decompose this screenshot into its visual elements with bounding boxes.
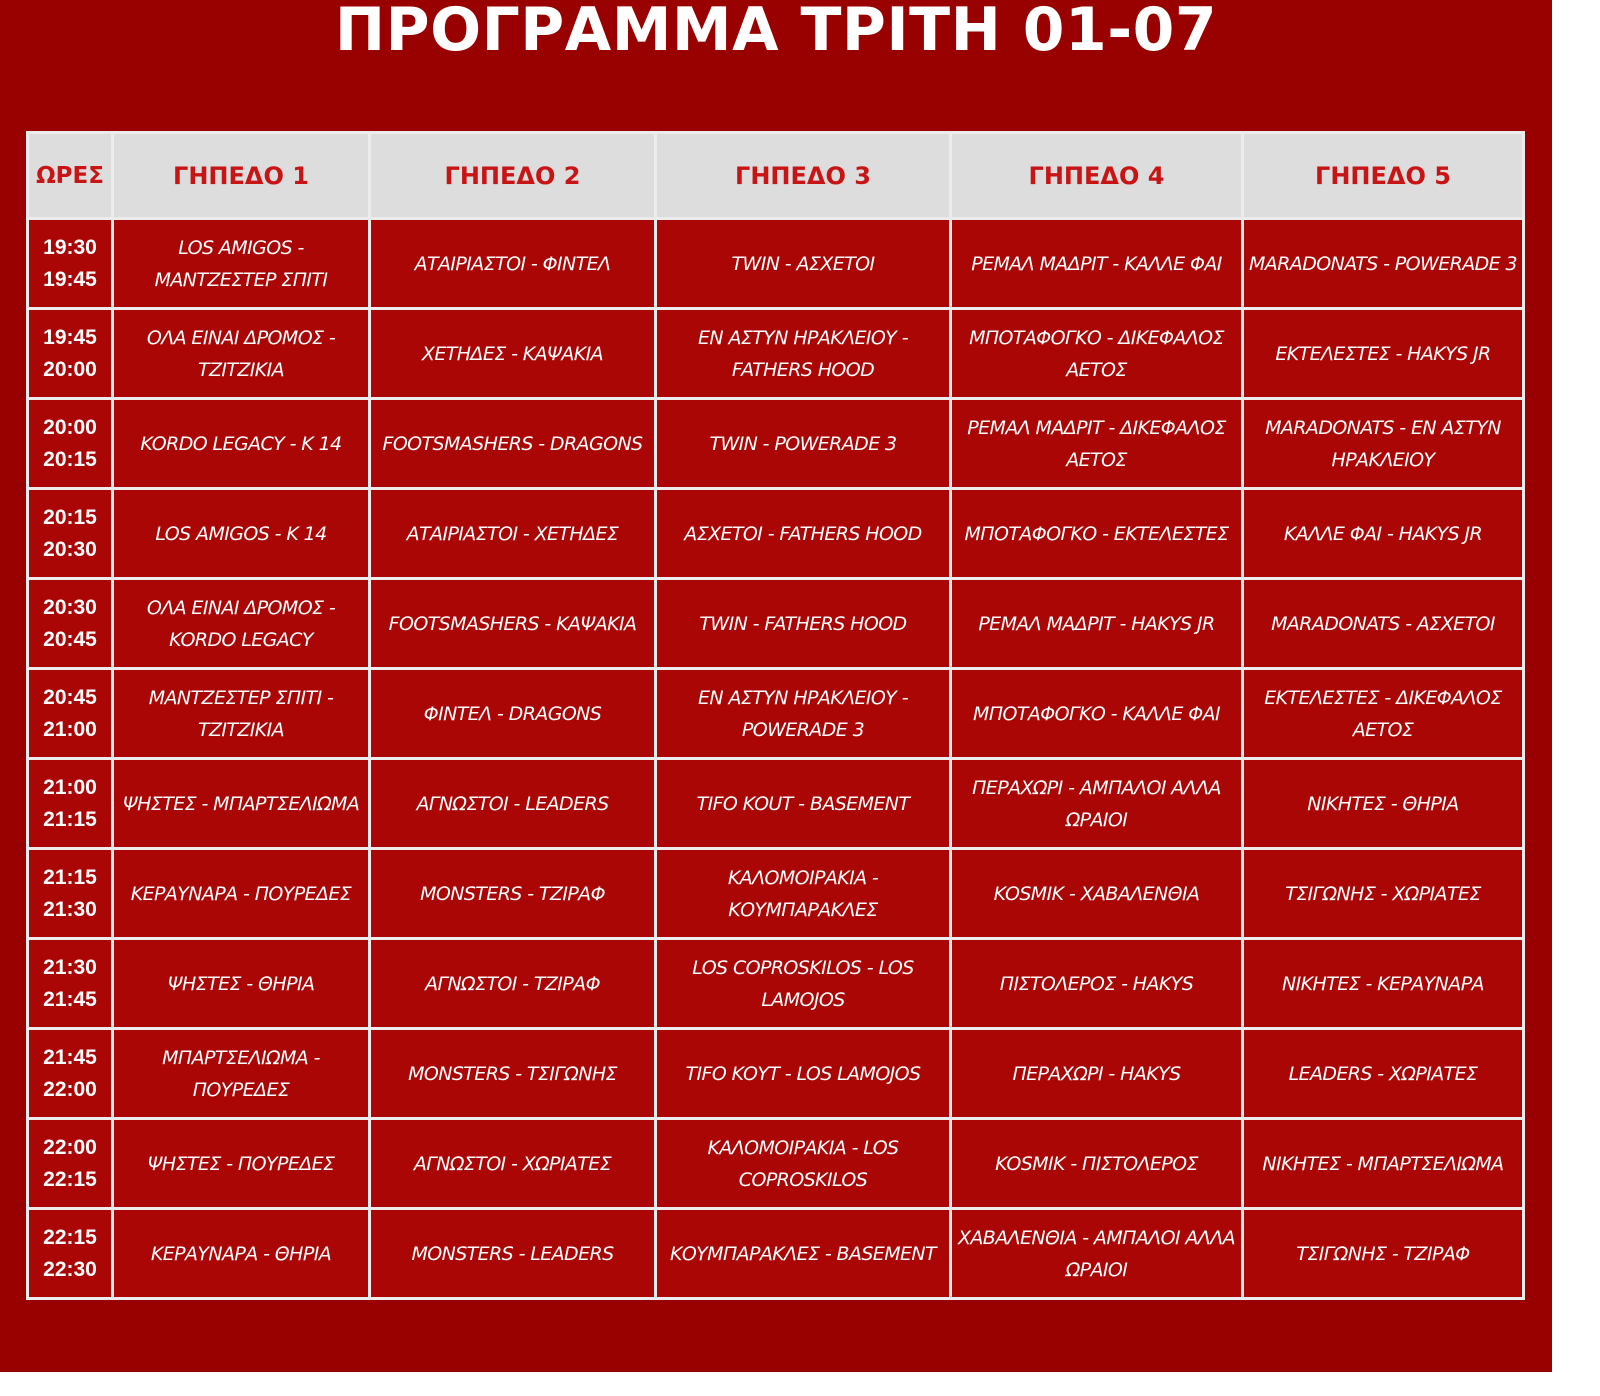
match-cell-pitch-2: FOOTSMASHERS - DRAGONS [370, 399, 656, 489]
match-cell-pitch-5: ΚΑΛΛΕ ΦΑΙ - HAKYS JR [1243, 489, 1524, 579]
time-slot-end: 21:15 [43, 807, 97, 831]
time-slot-end: 22:00 [43, 1077, 97, 1101]
match-cell-pitch-3: TWIN - POWERADE 3 [656, 399, 951, 489]
time-slot-cell [28, 1119, 113, 1209]
match-cell-pitch-3: ΕΝ ΑΣΤΥΝ ΗΡΑΚΛΕΙΟΥ - FATHERS HOOD [656, 309, 951, 399]
match-cell-pitch-1: ΚΕΡΑΥΝΑΡΑ - ΘΗΡΙΑ [113, 1209, 370, 1299]
time-slot-start: 21:30 [43, 955, 97, 979]
match-cell-pitch-1: ΟΛΑ ΕΙΝΑΙ ΔΡΟΜΟΣ - ΤΖΙΤΖΙΚΙΑ [113, 309, 370, 399]
schedule-row [28, 489, 1524, 579]
match-cell-pitch-3: ΚΟΥΜΠΑΡΑΚΛΕΣ - BASEMENT [656, 1209, 951, 1299]
match-cell-pitch-2: ΦΙΝΤΕΛ - DRAGONS [370, 669, 656, 759]
match-cell-pitch-3: TIFO KOUT - BASEMENT [656, 759, 951, 849]
match-cell-pitch-1: KORDO LEGACY - K 14 [113, 399, 370, 489]
time-slot-end: 22:15 [43, 1167, 97, 1191]
schedule-row [28, 1209, 1524, 1299]
match-cell-pitch-1: ΨΗΣΤΕΣ - ΠΟΥΡΕΔΕΣ [113, 1119, 370, 1209]
match-cell-pitch-4: ΠΕΡΑΧΩΡΙ - HAKYS [951, 1029, 1243, 1119]
match-cell-pitch-4: ΧΑΒΑΛΕΝΘΙΑ - ΑΜΠΑΛΟΙ ΑΛΛΑ ΩΡΑΙΟΙ [951, 1209, 1243, 1299]
time-slot-cell [28, 1029, 113, 1119]
match-cell-pitch-2: ΑΤΑΙΡΙΑΣΤΟΙ - ΦΙΝΤΕΛ [370, 219, 656, 309]
match-cell-pitch-5: MARADONATS - POWERADE 3 [1243, 219, 1524, 309]
schedule-row [28, 309, 1524, 399]
page-title: ΠΡΟΓΡΑΜΜΑ ΤΡΙΤΗ 01-07 [334, 0, 1218, 65]
match-cell-pitch-3: ΕΝ ΑΣΤΥΝ ΗΡΑΚΛΕΙΟΥ - POWERADE 3 [656, 669, 951, 759]
schedule-row [28, 579, 1524, 669]
hours-column-header: ΩΡΕΣ [28, 133, 113, 219]
time-slot-cell [28, 399, 113, 489]
time-slot-end: 20:00 [43, 357, 97, 381]
header-row [28, 133, 1524, 219]
time-slot-start: 20:30 [43, 595, 97, 619]
time-slot-cell [28, 489, 113, 579]
time-slot-cell [28, 579, 113, 669]
match-cell-pitch-4: ΡΕΜΑΛ ΜΑΔΡΙΤ - HAKYS JR [951, 579, 1243, 669]
time-slot-start: 20:45 [43, 685, 97, 709]
time-slot-cell [28, 669, 113, 759]
match-cell-pitch-4: KOSMIK - ΠΙΣΤΟΛΕΡΟΣ [951, 1119, 1243, 1209]
schedule-row [28, 669, 1524, 759]
match-cell-pitch-5: ΤΣΙΓΩΝΗΣ - ΧΩΡΙΑΤΕΣ [1243, 849, 1524, 939]
match-cell-pitch-5: ΝΙΚΗΤΕΣ - ΚΕΡΑΥΝΑΡΑ [1243, 939, 1524, 1029]
schedule-table [26, 131, 1525, 1300]
time-slot-cell [28, 849, 113, 939]
time-slot-end: 21:00 [43, 717, 97, 741]
time-slot-cell [28, 759, 113, 849]
match-cell-pitch-2: MONSTERS - ΤΣΙΓΩΝΗΣ [370, 1029, 656, 1119]
time-slot-start: 21:15 [43, 865, 97, 889]
time-slot-start: 21:00 [43, 775, 97, 799]
match-cell-pitch-5: MARADONATS - ΑΣΧΕΤΟΙ [1243, 579, 1524, 669]
match-cell-pitch-5: ΤΣΙΓΩΝΗΣ - ΤΖΙΡΑΦ [1243, 1209, 1524, 1299]
match-cell-pitch-4: ΠΙΣΤΟΛΕΡΟΣ - HAKYS [951, 939, 1243, 1029]
match-cell-pitch-5: MARADONATS - ΕΝ ΑΣΤΥΝ ΗΡΑΚΛΕΙΟΥ [1243, 399, 1524, 489]
schedule-row [28, 1119, 1524, 1209]
match-cell-pitch-2: ΑΓΝΩΣΤΟΙ - LEADERS [370, 759, 656, 849]
match-cell-pitch-2: ΑΓΝΩΣΤΟΙ - ΧΩΡΙΑΤΕΣ [370, 1119, 656, 1209]
pitch-5-column-header: ΓΗΠΕΔΟ 5 [1243, 133, 1524, 219]
match-cell-pitch-5: ΝΙΚΗΤΕΣ - ΘΗΡΙΑ [1243, 759, 1524, 849]
match-cell-pitch-3: TWIN - ΑΣΧΕΤΟΙ [656, 219, 951, 309]
match-cell-pitch-3: ΚΑΛΟΜΟΙΡΑΚΙΑ - LOS COPROSKILOS [656, 1119, 951, 1209]
schedule-row [28, 1029, 1524, 1119]
match-cell-pitch-2: MONSTERS - ΤΖΙΡΑΦ [370, 849, 656, 939]
match-cell-pitch-2: ΑΤΑΙΡΙΑΣΤΟΙ - ΧΕΤΗΔΕΣ [370, 489, 656, 579]
time-slot-start: 21:45 [43, 1045, 97, 1069]
time-slot-cell [28, 1209, 113, 1299]
time-slot-start: 22:00 [43, 1135, 97, 1159]
match-cell-pitch-1: ΜΠΑΡΤΣΕΛΙΩΜΑ - ΠΟΥΡΕΔΕΣ [113, 1029, 370, 1119]
match-cell-pitch-1: ΚΕΡΑΥΝΑΡΑ - ΠΟΥΡΕΔΕΣ [113, 849, 370, 939]
match-cell-pitch-4: ΜΠΟΤΑΦΟΓΚΟ - ΚΑΛΛΕ ΦΑΙ [951, 669, 1243, 759]
pitch-3-column-header: ΓΗΠΕΔΟ 3 [656, 133, 951, 219]
match-cell-pitch-4: ΜΠΟΤΑΦΟΓΚΟ - ΕΚΤΕΛΕΣΤΕΣ [951, 489, 1243, 579]
match-cell-pitch-4: KOSMIK - ΧΑΒΑΛΕΝΘΙΑ [951, 849, 1243, 939]
time-slot-start: 20:00 [43, 415, 97, 439]
match-cell-pitch-4: ΠΕΡΑΧΩΡΙ - ΑΜΠΑΛΟΙ ΑΛΛΑ ΩΡΑΙΟΙ [951, 759, 1243, 849]
pitch-2-column-header: ΓΗΠΕΔΟ 2 [370, 133, 656, 219]
schedule-row [28, 939, 1524, 1029]
match-cell-pitch-2: ΑΓΝΩΣΤΟΙ - ΤΖΙΡΑΦ [370, 939, 656, 1029]
match-cell-pitch-5: ΕΚΤΕΛΕΣΤΕΣ - HAKYS JR [1243, 309, 1524, 399]
match-cell-pitch-4: ΜΠΟΤΑΦΟΓΚΟ - ΔΙΚΕΦΑΛΟΣ ΑΕΤΟΣ [951, 309, 1243, 399]
match-cell-pitch-1: ΜΑΝΤΖΕΣΤΕΡ ΣΠΙΤΙ - ΤΖΙΤΖΙΚΙΑ [113, 669, 370, 759]
pitch-4-column-header: ΓΗΠΕΔΟ 4 [951, 133, 1243, 219]
time-slot-start: 19:30 [43, 235, 97, 259]
time-slot-cell [28, 219, 113, 309]
schedule-row [28, 219, 1524, 309]
match-cell-pitch-4: ΡΕΜΑΛ ΜΑΔΡΙΤ - ΚΑΛΛΕ ΦΑΙ [951, 219, 1243, 309]
match-cell-pitch-1: ΨΗΣΤΕΣ - ΜΠΑΡΤΣΕΛΙΩΜΑ [113, 759, 370, 849]
schedule-row [28, 849, 1524, 939]
match-cell-pitch-3: TIFO KOYT - LOS LAMOJOS [656, 1029, 951, 1119]
time-slot-start: 22:15 [43, 1225, 97, 1249]
time-slot-cell [28, 939, 113, 1029]
time-slot-start: 20:15 [43, 505, 97, 529]
match-cell-pitch-1: LOS AMIGOS - ΜΑΝΤΖΕΣΤΕΡ ΣΠΙΤΙ [113, 219, 370, 309]
schedule-row [28, 759, 1524, 849]
time-slot-end: 20:30 [43, 537, 97, 561]
match-cell-pitch-3: ΑΣΧΕΤΟΙ - FATHERS HOOD [656, 489, 951, 579]
match-cell-pitch-1: ΟΛΑ ΕΙΝΑΙ ΔΡΟΜΟΣ - KORDO LEGACY [113, 579, 370, 669]
match-cell-pitch-2: ΧΕΤΗΔΕΣ - ΚΑΨΑΚΙΑ [370, 309, 656, 399]
match-cell-pitch-5: LEADERS - ΧΩΡΙΑΤΕΣ [1243, 1029, 1524, 1119]
pitch-1-column-header: ΓΗΠΕΔΟ 1 [113, 133, 370, 219]
match-cell-pitch-5: ΕΚΤΕΛΕΣΤΕΣ - ΔΙΚΕΦΑΛΟΣ ΑΕΤΟΣ [1243, 669, 1524, 759]
match-cell-pitch-3: LOS COPROSKILOS - LOS LAMOJOS [656, 939, 951, 1029]
match-cell-pitch-4: ΡΕΜΑΛ ΜΑΔΡΙΤ - ΔΙΚΕΦΑΛΟΣ ΑΕΤΟΣ [951, 399, 1243, 489]
time-slot-end: 21:30 [43, 897, 97, 921]
schedule-body [28, 219, 1524, 1299]
time-slot-end: 19:45 [43, 267, 97, 291]
match-cell-pitch-5: ΝΙΚΗΤΕΣ - ΜΠΑΡΤΣΕΛΙΩΜΑ [1243, 1119, 1524, 1209]
time-slot-cell [28, 309, 113, 399]
match-cell-pitch-2: FOOTSMASHERS - ΚΑΨΑΚΙΑ [370, 579, 656, 669]
time-slot-end: 20:15 [43, 447, 97, 471]
match-cell-pitch-3: ΚΑΛΟΜΟΙΡΑΚΙΑ - ΚΟΥΜΠΑΡΑΚΛΕΣ [656, 849, 951, 939]
time-slot-end: 22:30 [43, 1257, 97, 1281]
time-slot-end: 20:45 [43, 627, 97, 651]
match-cell-pitch-2: MONSTERS - LEADERS [370, 1209, 656, 1299]
match-cell-pitch-3: TWIN - FATHERS HOOD [656, 579, 951, 669]
match-cell-pitch-1: LOS AMIGOS - K 14 [113, 489, 370, 579]
schedule-row [28, 399, 1524, 489]
time-slot-end: 21:45 [43, 987, 97, 1011]
time-slot-start: 19:45 [43, 325, 97, 349]
match-cell-pitch-1: ΨΗΣΤΕΣ - ΘΗΡΙΑ [113, 939, 370, 1029]
